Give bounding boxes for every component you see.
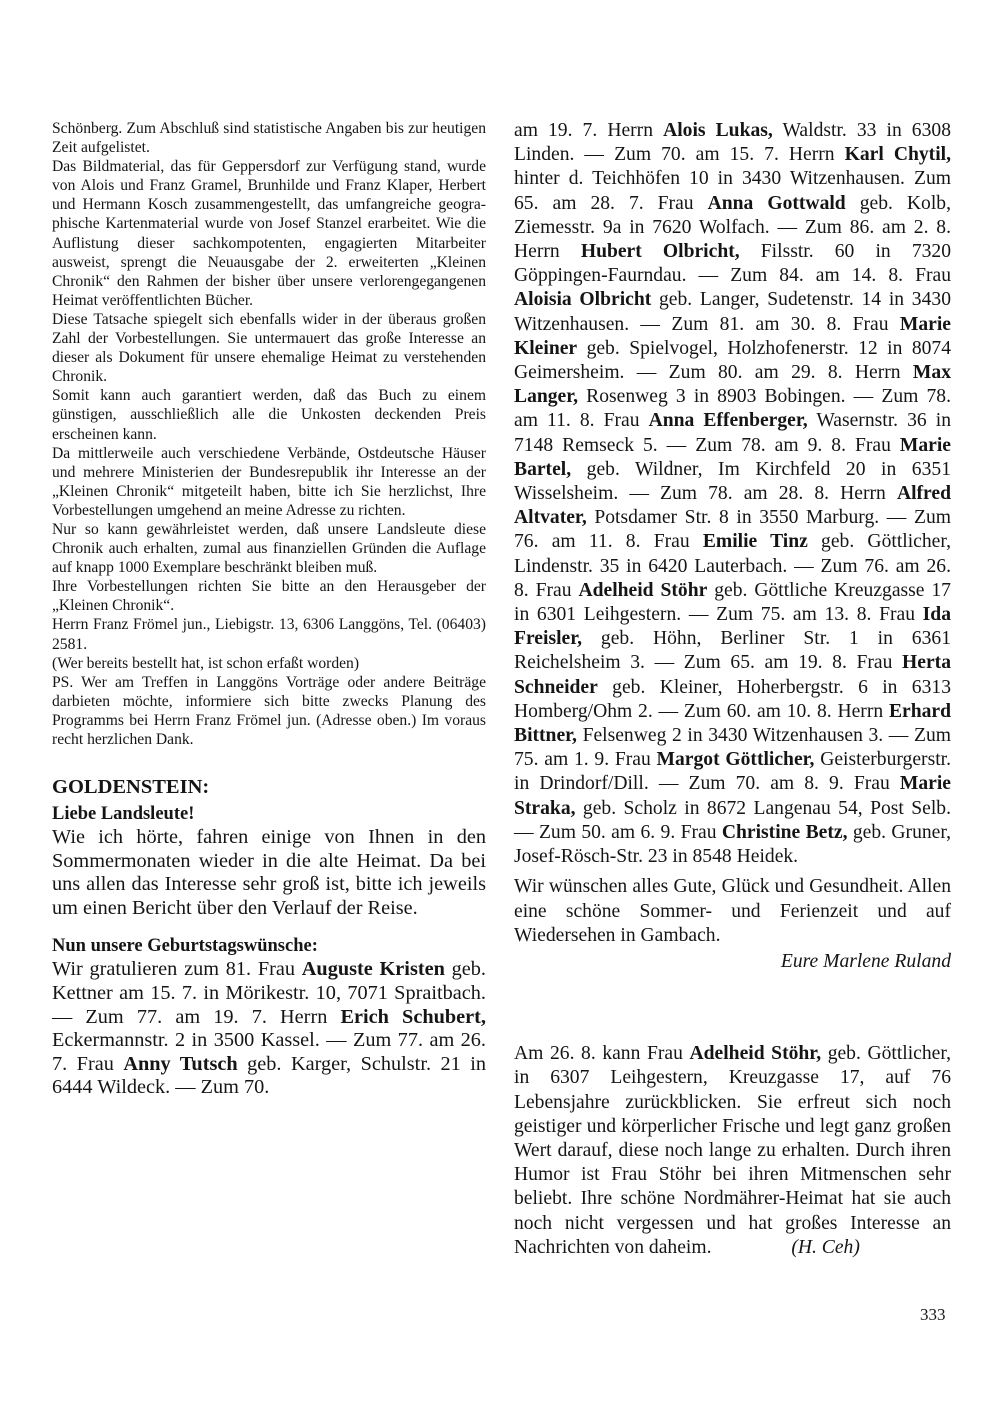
text-run: Filsstr. 60 in 7320 Göppingen-Faurndau. — Zum 84. am 14. 8. Frau [514, 241, 952, 287]
person-name: Anny Tutsch [123, 1052, 238, 1075]
article-paragraph: Da mittlerweile auch verschiedene Verbände, Ostdeutsche Häuser und mehrere Ministerien der Bundesrepublik ihr Interesse an der „Kleinen Chronik“ mitgeteilt haben, bitte ich Sie herzlichst, Ihre Vorbestellungen umgehend an meine Adresse zu richten. [52, 444, 486, 519]
birthday-heading: Nun unsere Geburtstagswünsche: [52, 936, 318, 957]
person-name: Adelheid Stöhr [578, 579, 708, 601]
page-number: 333 [920, 1305, 946, 1324]
person-name: Karl Chytil, [844, 144, 951, 166]
text-run: hinter d. Teichhöfen 10 in 3430 Witzenhausen. Zum 65. am 28. 7. Frau [514, 168, 951, 214]
text-run: Wir gratulieren zum 81. Frau [52, 958, 302, 981]
person-name: Marie Straka, [514, 773, 951, 819]
stoehr-paragraph [514, 1042, 951, 1260]
chronik-article [52, 119, 486, 749]
person-name: Marie Kleiner [514, 313, 951, 359]
text-run: Am 26. 8. kann Frau [514, 1043, 690, 1065]
person-name: Erhard Bittner, [514, 700, 951, 747]
text-run: Eckermannstr. 2 in 3500 Kassel. — Zum 77. am 26. 7. Frau [52, 1029, 486, 1075]
text-run: Potsdamer Str. 8 in 3550 Marburg. — Zum 76. am 11. 8. Frau [514, 507, 951, 553]
right-column [514, 119, 951, 1260]
text-run: Felsenweg 2 in 3430 Witzenhausen 3. — Zum 75. am 1. 9. Frau [514, 725, 951, 771]
person-name: Anna Effenberger, [648, 410, 808, 432]
text-run: geb. Göttlicher, Lindenstr. 35 in 6420 Lauterbach. — Zum 76. am 26. 8. Frau [514, 531, 951, 601]
person-name: Alois Lukas, [663, 120, 773, 141]
person-name: Max Langer, [514, 362, 951, 408]
article-paragraph: Herrn Franz Frömel jun., Liebigstr. 13, 6306 Langgöns, Tel. (06403) 2581. [52, 616, 486, 653]
article-paragraph: Schönberg. Zum Abschluß sind statistische Angaben bis zur heutigen Zeit aufgelistet. [52, 120, 486, 157]
person-name: Adelheid Stöhr, [689, 1043, 822, 1065]
text-run: geb. Wildner, Im Kirchfeld 20 in 6351 Wisselsheim. — Zum 78. am 28. 8. Herrn [514, 458, 951, 505]
person-name: Alfred Altvater, [514, 483, 951, 529]
birthday-list-left [52, 958, 486, 1100]
section-heading-goldenstein: GOLDENSTEIN: [52, 776, 210, 799]
text-run: geb. Gruner, Josef-Rösch-Str. 23 in 8548 Heidek. [514, 821, 951, 868]
person-name: Ida Freisler, [514, 604, 951, 650]
text-run: geb. Göttlicher, in 6307 Leihgestern, Kreuzgasse 17, auf 76 Lebensjahre zurückblicken. Sie erfreut sich noch geistiger und körperlicher Frische und legt ganz großen Wert darauf, diese noch lange zu erhalten. Durch ihren Humor ist Frau Stöhr bei ihren Mitmenschen sehr beliebt. Ihre schöne Nordmährer-Heimat hat sie auch noch nicht vergessen und hat großes Interesse an Nachrichten von daheim. [514, 1043, 952, 1258]
birthday-list-right [514, 119, 951, 869]
text-run: Geisterburgerstr. in Drindorf/Dill. — Zum 70. am 8. 9. Frau [514, 749, 951, 795]
text-run: geb. Karger, Schulstr. 21 in 6444 Wildeck. — Zum 70. [52, 1052, 487, 1099]
article-paragraph: Diese Tatsache spiegelt sich ebenfalls wider in der überaus großen Zahl der Vorbestellungen. Sie untermauert das große Interesse an dieser als Dokument für unsere ehemalige Heimat zu verstehenden Chronik. [52, 310, 486, 386]
signature: Eure Marlene Ruland [780, 950, 951, 972]
article-paragraph: Das Bildmaterial, das für Geppersdorf zur Verfügung stand, wurde von Alois und Franz Gramel, Brunhilde und Franz Klaper, Herbert und Hermann Kosch zusammengestellt, das umfangreiche geographische Kartenmaterial wurde von Josef Stanzel erarbeitet. Wie die Auflistung dieser sachkompotenten, engagierten Mitarbeiter ausweist, sprengt die Neuausgabe der 2. erweiterten „Kleinen Chronik“ den Rahmen der bisher über unsere verlorengegangenen Heimat veröffentlichten Bücher. [52, 158, 486, 309]
person-name: Auguste Kristen [301, 958, 445, 981]
text-run: Wasernstr. 36 in 7148 Remseck 5. — Zum 78. am 9. 8. Frau [514, 410, 951, 456]
article-paragraph: Ihre Vorbestellungen richten Sie bitte an den Herausgeber der „Kleinen Chronik“. [52, 578, 486, 615]
person-name: Herta Schneider [514, 652, 951, 698]
article-paragraph: PS. Wer am Treffen in Langgöns Vorträge oder andere Beiträge darbieten möchte, informiere sich bitte zwecks Planung des Programms bei Herrn Franz Frömel jun. (Adresse oben.) Im voraus recht herzlichen Dank. [52, 673, 486, 748]
article-paragraph: (Wer bereits bestellt hat, ist schon erfaßt worden) [52, 654, 360, 672]
text-run: Waldstr. 33 in 6308 Linden. — Zum 70. am 15. 7. Herrn [514, 120, 951, 166]
wishes-paragraph: Wir wünschen alles Gute, Glück und Gesundheit. Allen eine schöne Sommer- und Ferienzeit und auf Wiedersehen in Gambach. [514, 876, 951, 946]
text-run: geb. Spielvogel, Holzhofenerstr. 12 in 8074 Geimersheim. — Zum 80. am 29. 8. Herrn [514, 337, 951, 384]
person-name: Erich Schubert, [340, 1005, 486, 1028]
person-name: Aloisia Olbricht [514, 289, 652, 311]
article-paragraph: Somit kann auch garantiert werden, daß das Buch zu einem günstigen, ausschließlich alle die Unkosten deckenden Preis erscheinen kann. [52, 387, 486, 443]
text-run: geb. Höhn, Berliner Str. 1 in 6361 Reichelsheim 3. — Zum 65. am 19. 8. Frau [514, 628, 951, 674]
article-paragraph: Nur so kann gewährleistet werden, daß unsere Landsleute diese Chronik auch erhalten, zumal aus finanziellen Gründen die Auflage auf knapp 1000 Exemplare beschränkt bleiben muß. [52, 520, 486, 577]
person-name: Hubert Olbricht, [580, 241, 740, 263]
greeting: Liebe Landsleute! [52, 804, 195, 825]
text-run: Rosenweg 3 in 8903 Bobingen. — Zum 78. am 11. 8. Frau [514, 386, 951, 432]
text-run: geb. Scholz in 8672 Langenau 54, Post Selb. — Zum 50. am 6. 9. Frau [514, 797, 951, 843]
text-run: geb. Kolb, Ziemesstr. 9a in 7620 Wolfach. — Zum 86. am 2. 8. Herrn [514, 192, 951, 263]
text-run: geb. Kleiner, Hoherbergstr. 6 in 6313 Homberg/Ohm 2. — Zum 60. am 10. 8. Herrn [514, 676, 951, 722]
stoehr-text [514, 1043, 951, 1258]
person-name: Emilie Tinz [702, 531, 808, 553]
person-name: Margot Göttlicher, [656, 749, 815, 771]
text-run: geb. Langer, Sudetenstr. 14 in 3430 Witzenhausen. — Zum 81. am 30. 8. Frau [514, 289, 951, 335]
person-name: Christine Betz, [721, 821, 848, 843]
person-name: Marie Bartel, [514, 434, 951, 480]
text-run: geb. Göttliche Kreuzgasse 17 in 6301 Leihgestern. — Zum 75. am 13. 8. Frau [514, 579, 951, 626]
person-name: Anna Gottwald [707, 192, 846, 214]
text-run: geb. Kettner am 15. 7. in Mörikestr. 10, 7071 Spraitbach. — Zum 77. am 19. 7. Herrn [52, 958, 486, 1028]
left-column [52, 119, 486, 1100]
travel-paragraph: Wie ich hörte, fahren einige von Ihnen in den Sommermonaten wieder in die alte Heimat. Da bei uns allen das Interesse sehr groß ist, bitte ich jeweils um einen Bericht über den Verlauf der Reise. [52, 826, 486, 919]
text-run: am 19. 7. Herrn [514, 120, 664, 141]
stoehr-author: (H. Ceh) [791, 1236, 860, 1258]
